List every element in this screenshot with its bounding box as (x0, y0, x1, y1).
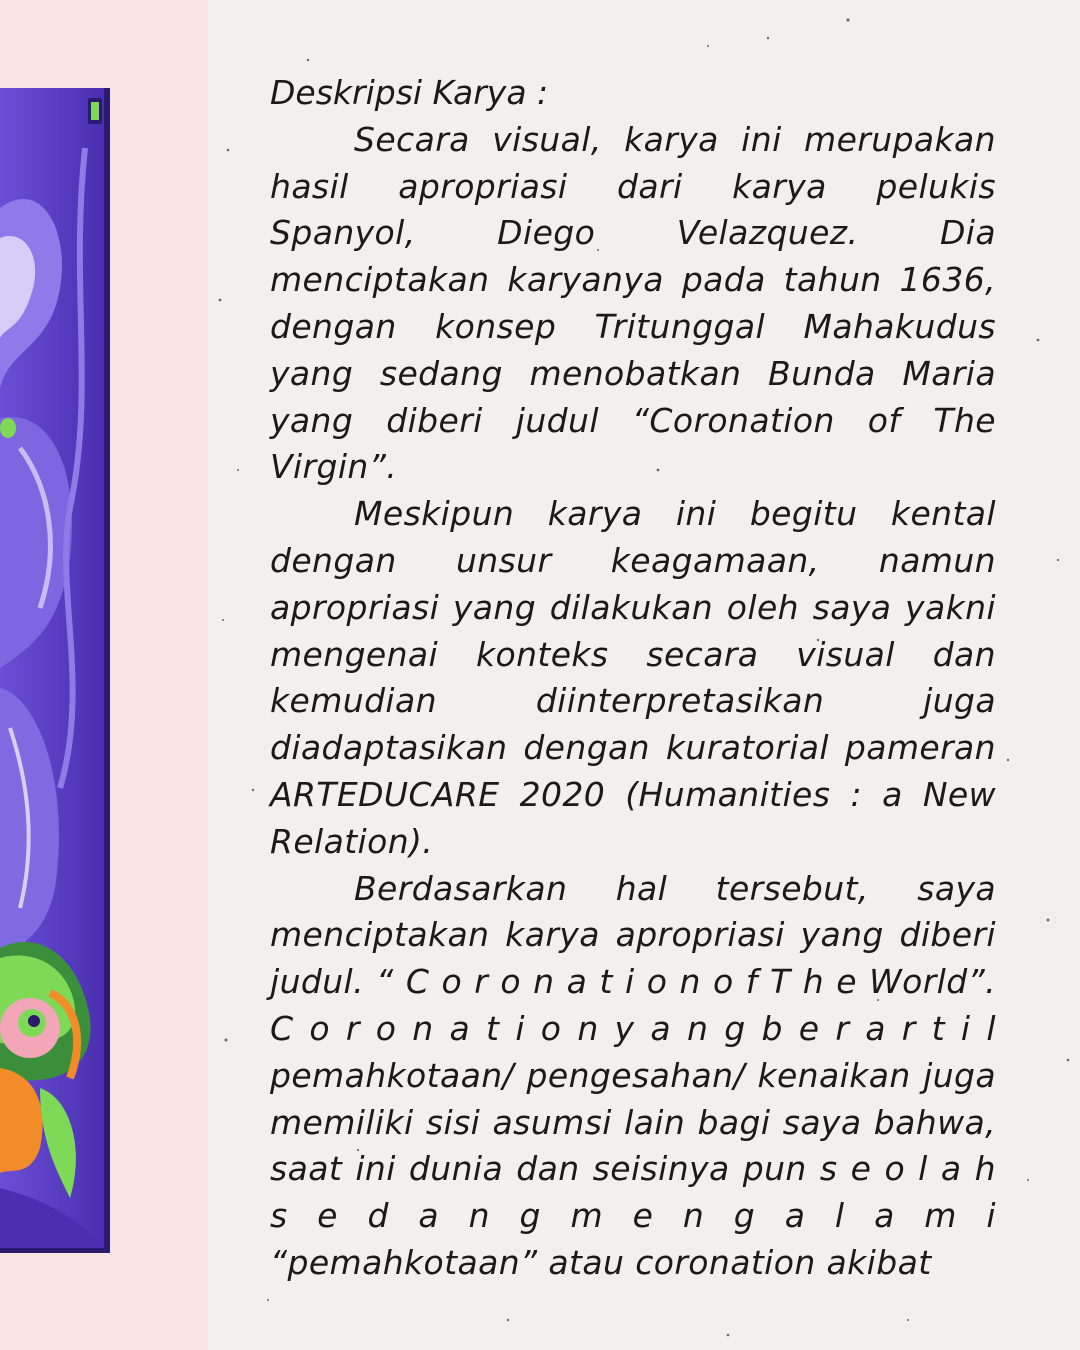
section-heading: Deskripsi Karya : (270, 73, 549, 112)
paragraph-3: Berdasarkan hal tersebut, saya menciptakan karya apropriasi yang diberi judul. “ C o r o n a t i o n o f T h e World”. C o r o n a t i o n y a n g b e r a r t i l pemahkotaan/ pengesahan/ kenaikan juga memiliki sisi asumsi lain bagi saya bahwa, saat ini dunia dan seisinya pun s e o l a h s e d a n g m e n g a l a m i “pemahkotaan” atau coronation akibat (270, 868, 996, 1282)
artwork-illustration (0, 88, 110, 1253)
paragraph-2: Meskipun karya ini begitu kental dengan unsur keagamaan, namun apropriasi yang dilakukan oleh saya yakni mengenai konteks secara visual dan kemudian diinterpretasikan juga diadaptasikan dengan kuratorial pameran ARTEDUCARE 2020 (Humanities : a New Relation). (270, 494, 996, 861)
paragraph-1: Secara visual, karya ini merupakan hasil apropriasi dari karya pelukis Spanyol, Diego Velazquez. Dia menciptakan karyanya pada tahun 1636, dengan konsep Tritunggal Mahakudus yang sedang menobatkan Bunda Maria yang diberi judul “Coronation of The Virgin”. (270, 119, 996, 487)
description-text (270, 70, 996, 1287)
